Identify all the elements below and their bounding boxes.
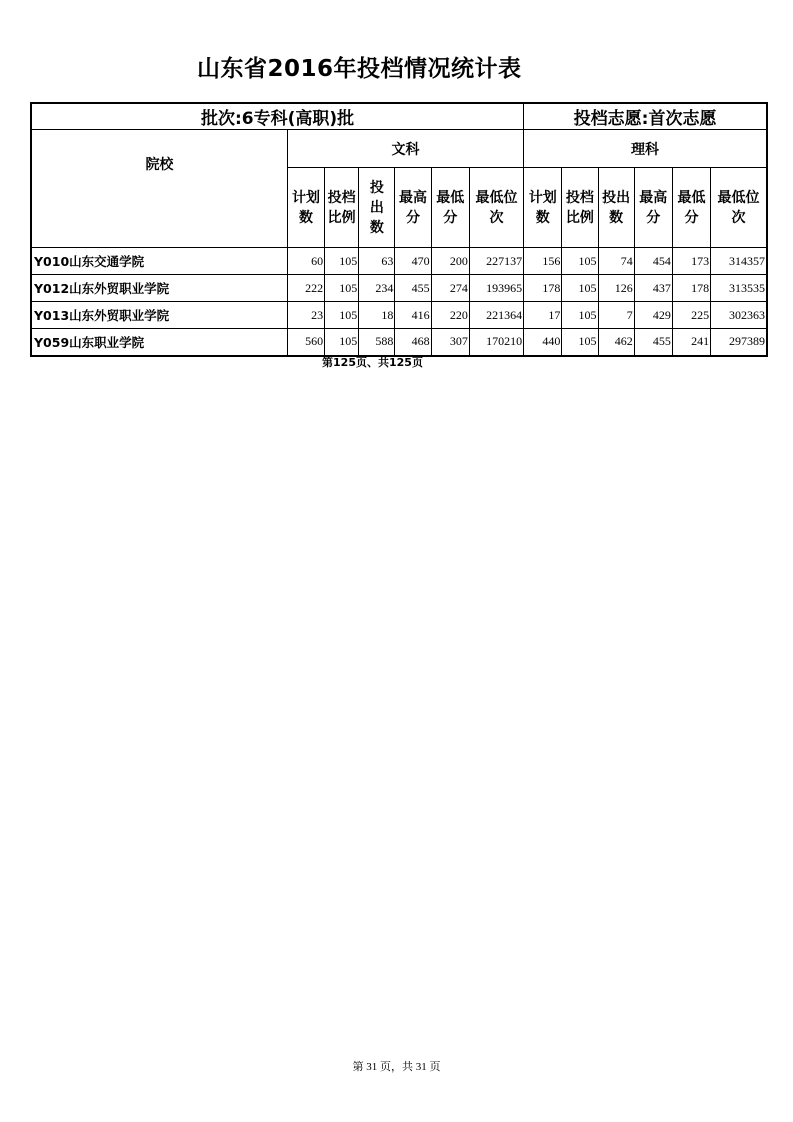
- like-min-rank: 313535: [711, 275, 767, 302]
- like-min: 225: [672, 302, 710, 329]
- school-name: Y012山东外贸职业学院: [31, 275, 287, 302]
- table-row: [31, 275, 767, 302]
- like-ratio-header: 投档 比例: [562, 168, 598, 248]
- wenke-min: 307: [431, 329, 469, 356]
- like-ratio: 105: [562, 275, 598, 302]
- wenke-ratio: 105: [325, 329, 359, 356]
- table-row: [31, 248, 767, 275]
- like-min: 241: [672, 329, 710, 356]
- wenke-plan: 560: [287, 329, 324, 356]
- wenke-min-header: 最低 分: [431, 168, 469, 248]
- like-admitted: 126: [598, 275, 634, 302]
- wenke-max: 468: [395, 329, 431, 356]
- wenke-plan: 23: [287, 302, 324, 329]
- wenke-min-rank: 193965: [469, 275, 523, 302]
- wenke-max: 455: [395, 275, 431, 302]
- wenke-admitted: 588: [359, 329, 395, 356]
- like-min-rank: 302363: [711, 302, 767, 329]
- wenke-admitted: 234: [359, 275, 395, 302]
- wenke-ratio-header: 投档 比例: [325, 168, 359, 248]
- table-row: [31, 329, 767, 356]
- like-admitted-header: 投出 数: [598, 168, 634, 248]
- like-min-header: 最低 分: [672, 168, 710, 248]
- wenke-admitted: 18: [359, 302, 395, 329]
- like-max: 437: [634, 275, 672, 302]
- wenke-ratio: 105: [325, 248, 359, 275]
- wenke-ratio: 105: [325, 302, 359, 329]
- wenke-group-header: 文科: [287, 130, 523, 168]
- like-min-rank: 314357: [711, 248, 767, 275]
- like-plan: 440: [524, 329, 562, 356]
- like-plan-header: 计划 数: [524, 168, 562, 248]
- wenke-min-rank: 227137: [469, 248, 523, 275]
- table-page-note: [0, 354, 793, 370]
- like-min-rank-header: 最低位 次: [711, 168, 767, 248]
- page-title: 山东省2016年投档情况统计表: [197, 56, 522, 82]
- like-admitted: 74: [598, 248, 634, 275]
- school-name: Y059山东职业学院: [31, 329, 287, 356]
- school-column-header: 院校: [31, 130, 287, 248]
- wenke-max: 416: [395, 302, 431, 329]
- wish-label: 投档志愿:首次志愿: [524, 103, 767, 130]
- wenke-min-rank: 170210: [469, 329, 523, 356]
- school-name: Y013山东外贸职业学院: [31, 302, 287, 329]
- like-group-header: 理科: [524, 130, 767, 168]
- wenke-max-header: 最高 分: [395, 168, 431, 248]
- table-page-note-text: 第125页、共125页: [322, 356, 423, 369]
- like-admitted: 462: [598, 329, 634, 356]
- wenke-min: 200: [431, 248, 469, 275]
- wenke-min: 274: [431, 275, 469, 302]
- like-min: 178: [672, 275, 710, 302]
- like-max: 429: [634, 302, 672, 329]
- admission-stats-table: [30, 102, 768, 357]
- wenke-min-rank: 221364: [469, 302, 523, 329]
- wenke-plan: 222: [287, 275, 324, 302]
- like-max: 455: [634, 329, 672, 356]
- wenke-min-rank-header: 最低位 次: [469, 168, 523, 248]
- wenke-plan-header: 计划 数: [287, 168, 324, 248]
- wenke-admitted-header: 投 出 数: [359, 168, 395, 248]
- school-name: Y010山东交通学院: [31, 248, 287, 275]
- like-plan: 17: [524, 302, 562, 329]
- wenke-admitted: 63: [359, 248, 395, 275]
- like-min-rank: 297389: [711, 329, 767, 356]
- wenke-plan: 60: [287, 248, 324, 275]
- like-plan: 156: [524, 248, 562, 275]
- like-max: 454: [634, 248, 672, 275]
- batch-label: 批次:6专科(高职)批: [31, 103, 524, 130]
- like-ratio: 105: [562, 302, 598, 329]
- wenke-ratio: 105: [325, 275, 359, 302]
- like-ratio: 105: [562, 248, 598, 275]
- like-plan: 178: [524, 275, 562, 302]
- wenke-min: 220: [431, 302, 469, 329]
- like-max-header: 最高 分: [634, 168, 672, 248]
- wenke-max: 470: [395, 248, 431, 275]
- like-min: 173: [672, 248, 710, 275]
- page-footer: 第 31 页，共 31 页: [352, 1061, 441, 1073]
- like-ratio: 105: [562, 329, 598, 356]
- table-row: [31, 302, 767, 329]
- like-admitted: 7: [598, 302, 634, 329]
